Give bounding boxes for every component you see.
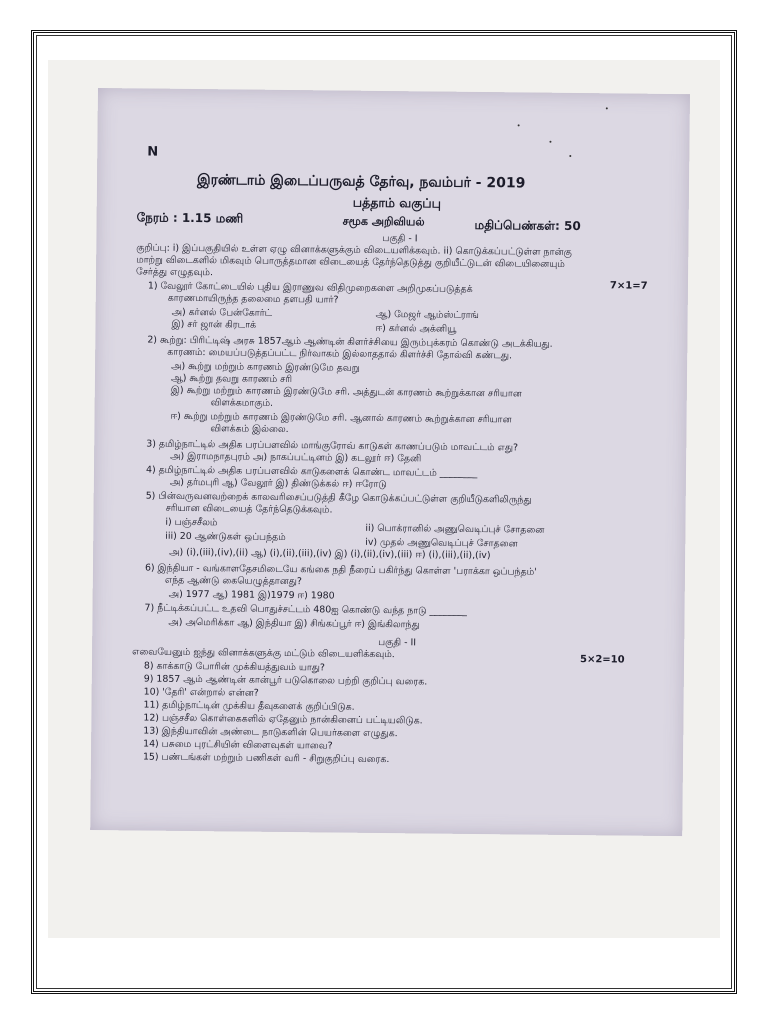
- option-row: அ) 1977 ஆ) 1981 இ)1979 ஈ) 1980: [168, 588, 335, 602]
- option: அ) கர்னல் பேன்கோர்ட்: [171, 306, 273, 319]
- option-row: அ) (i),(iii),(iv),(ii) ஆ) (i),(ii),(iii),(iv) இ) (i),(ii),(iv),(iii) ஈ) (i),(iii),(ii),(iv): [169, 546, 491, 562]
- question-9: 9) 1857 ஆம் ஆண்டின் கான்பூர் படுகொலை பற்றி குறிப்பு வரைக.: [143, 673, 428, 688]
- part2-note: எவையேனும் ஐந்து வினாக்களுக்கு மட்டும் விடையளிக்கவும்.: [132, 646, 395, 661]
- question-14: 14) பசுமை புரட்சியின் விளைவுகள் யாவை?: [143, 738, 333, 752]
- question-2: 2) கூற்று: பிரிட்டிஷ் அரசு 1857ஆம் ஆண்டின் கிளர்ச்சியை இரும்புக்கரம் கொண்டு அடக்கியது.: [147, 334, 553, 350]
- marks-label: மதிப்பெண்கள்: 50: [474, 217, 581, 234]
- speck: [606, 107, 608, 109]
- option-row: அ) அமெரிக்கா ஆ) இந்தியா இ) சிங்கப்பூர் ஈ) இங்கிலாந்து: [168, 616, 420, 631]
- question-15: 15) பண்டங்கள் மற்றும் பணிகள் வரி - சிறுகுறிப்பு வரைக.: [142, 751, 390, 766]
- option: ஆ) கூற்று தவறு காரணம் சரி: [170, 372, 293, 386]
- item: iii) 20 ஆண்டுகள் ஒப்பந்தம்: [165, 530, 286, 543]
- question-12: 12) பஞ்சசீல கொள்கைகளில் ஏதேனும் நான்கினைப் பட்டியலிடுக.: [143, 712, 423, 727]
- question-6-cont: எந்த ஆண்டு கையெழுத்தானது?: [164, 574, 302, 588]
- option-cont: விளக்கமாகும்.: [210, 397, 274, 409]
- question-7: 7) நீட்டிக்கப்பட்ட உதவி பொதுச்சட்டம் 480ஐ கொண்டு வந்த நாடு ________: [144, 602, 468, 617]
- question-8: 8) காக்காடு போரின் முக்கியத்துவம் யாது?: [143, 660, 325, 674]
- question-13: 13) இந்தியாவின் அண்டை நாடுகளின் பெயர்களை எழுதுக.: [143, 725, 398, 740]
- exam-title: இரண்டாம் இடைப்பருவத் தேர்வு, நவம்பர் - 2019: [196, 172, 526, 192]
- part2-score: 5×2=10: [579, 654, 625, 666]
- item: i) பஞ்சசீலம்: [165, 516, 218, 529]
- question-5: 5) பின்வருவனவற்றைக் காலவரிசைப்படுத்தி கீழே கொடுக்கப்பட்டுள்ள குறியீடுகளிலிருந்து: [145, 490, 532, 506]
- option: இ) சர் ஜான் கிரடாக்: [171, 318, 257, 331]
- item: iv) முதல் அணுவெடிப்புச் சோதனை: [365, 536, 518, 550]
- question-1-cont: காரணமாயிருந்த தலைமை தளபதி யார்?: [167, 292, 339, 306]
- class-label: பத்தாம் வகுப்பு: [352, 194, 442, 211]
- speck: [549, 141, 551, 143]
- question-4: 4) தமிழ்நாட்டில் அதிக பரப்பளவில் காடுகளைக் கொண்ட மாவட்டம் ________: [145, 464, 478, 479]
- speck: [518, 124, 520, 126]
- part1-note: சேர்த்து எழுதவும்.: [136, 266, 214, 279]
- option: ஆ) மேஜர் ஆம்ஸ்ட்ராங்: [375, 308, 479, 322]
- part1-label: பகுதி - I: [382, 232, 418, 245]
- question-5-cont: சரியான விடையைத் தேர்ந்தெடுக்கவும்.: [165, 502, 333, 516]
- question-11: 11) தமிழ்நாட்டின் முக்கிய தீவுகளைக் குறிப்பிடுக.: [143, 699, 355, 713]
- subject-label: சமூக அறிவியல்: [342, 214, 425, 229]
- option: அ) கூற்று மற்றும் காரணம் இரண்டுமே தவறு: [171, 360, 360, 374]
- option: ஈ) கர்னல் அக்னியூ: [375, 322, 457, 335]
- part1-note: மாற்று விடைகளில் மிகவும் பொருத்தமான விடையைத் தேர்ந்தெடுத்து குறியீட்டுடன் விடையினையும்: [136, 254, 565, 270]
- question-10: 10) 'தேரி' என்றால் என்ன?: [143, 686, 259, 699]
- option: ஈ) கூற்று மற்றும் காரணம் இரண்டுமே சரி. ஆனால் காரணம் கூற்றுக்கான சரியான: [170, 410, 512, 426]
- option-row: அ) தர்மபுரி ஆ) வேலூர் இ) திண்டுக்கல் ஈ) ஈரோடு: [169, 476, 387, 491]
- corner-letter: N: [147, 144, 159, 160]
- part1-score: 7×1=7: [609, 280, 648, 292]
- part1-note: குறிப்பு: i) இப்பகுதியில் உள்ள ஏழு வினாக்களுக்கும் விடையளிக்கவும். ii) கொடுக்கப்பட்டுள்ள நான்கு: [136, 242, 572, 258]
- question-6: 6) இந்தியா - வங்காளதேசமிடையே கங்கை நதி நீரைப் பகிர்ந்து கொள்ள 'பராக்கா ஒப்பந்தம்': [144, 562, 537, 578]
- question-2-reason: காரணம்: மையப்படுத்தப்பட்ட நிர்வாகம் இல்லாததால் கிளர்ச்சி தோல்வி கண்டது.: [167, 346, 513, 362]
- question-1: 1) வேலூர் கோட்டையில் புதிய இராணுவ விதிமுறைகளை அறிமுகப்படுத்தக்: [147, 280, 473, 295]
- option-row: அ) இராமநாதபுரம் அ) நாகப்பட்டினம் இ) கடலூர் ஈ) தேனி: [170, 450, 422, 465]
- question-3: 3) தமிழ்நாட்டில் அதிக பரப்பளவில் மாங்குரோவ் காடுகள் காணப்படும் மாவட்டம் எது?: [146, 438, 519, 454]
- time-label: நேரம் : 1.15 மணி: [136, 210, 244, 226]
- speck: [569, 155, 571, 157]
- exam-paper: [90, 88, 690, 836]
- option-cont: விளக்கம் இல்லை.: [210, 423, 289, 436]
- item: ii) பொக்ரானில் அணுவெடிப்புச் சோதனை: [365, 522, 545, 536]
- option: இ) கூற்று மற்றும் காரணம் இரண்டுமே சரி. அத்துடன் காரணம் கூற்றுக்கான சரியான: [170, 384, 522, 400]
- part2-label: பகுதி - II: [378, 636, 417, 649]
